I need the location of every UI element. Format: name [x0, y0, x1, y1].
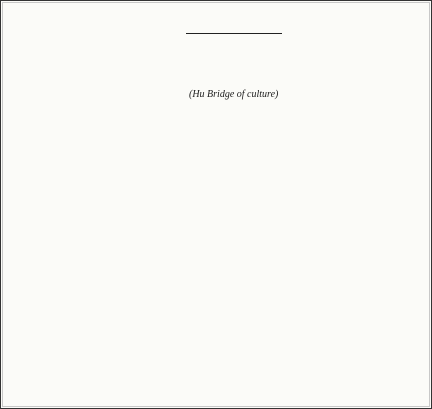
text-line-14: [15, 305, 413, 323]
text-line-10: [161, 227, 413, 245]
text-line-9: [15, 209, 413, 227]
text-line-12: [15, 269, 413, 287]
text-line-7: [15, 173, 413, 191]
text-line-18: [161, 377, 413, 395]
text-line-13: [15, 287, 413, 305]
text-line-4: [161, 105, 413, 123]
text-line-1: [15, 55, 413, 73]
text-line-16: [15, 341, 413, 359]
text-line-5: [15, 137, 413, 155]
english-gloss: (Hu Bridge of culture): [189, 89, 279, 100]
text-line-17: [15, 359, 413, 377]
title-underline: [186, 33, 282, 34]
text-line-8: [15, 191, 413, 209]
text-line-11: [15, 251, 413, 269]
text-line-15: [15, 323, 413, 341]
text-line-6: [15, 155, 413, 173]
